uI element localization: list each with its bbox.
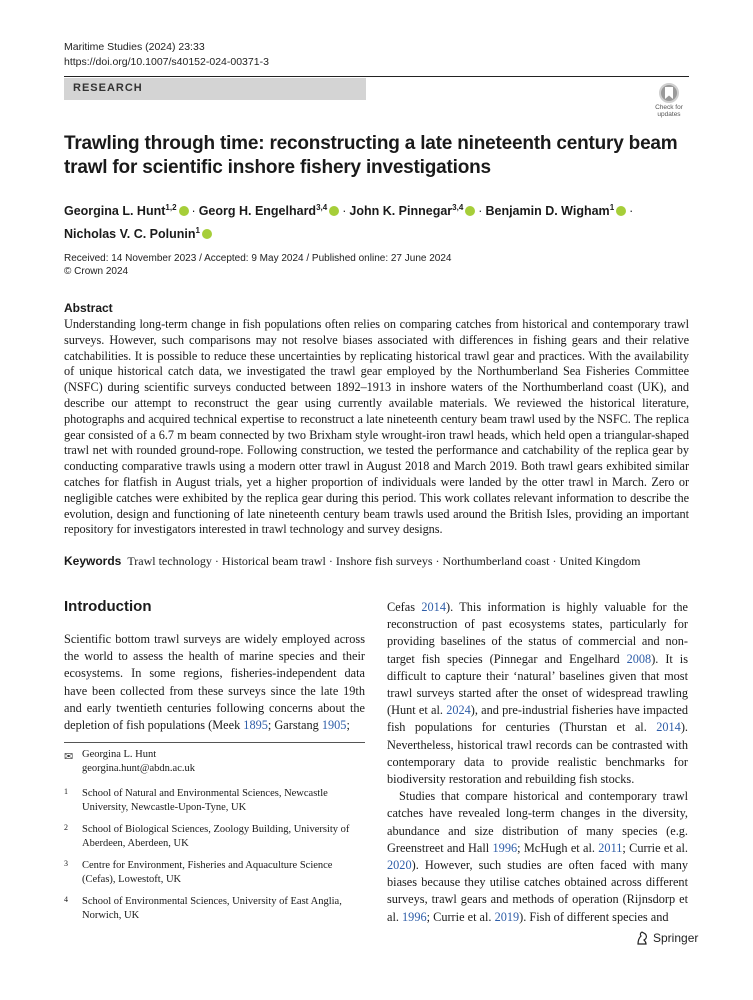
journal-line: Maritime Studies (2024) 23:33	[64, 41, 205, 53]
affiliation-number: 3	[64, 859, 68, 868]
springer-horse-icon	[635, 931, 649, 945]
envelope-icon: ✉	[64, 751, 74, 763]
abstract-text: Understanding long-term change in fish populations often relies on comparing catches from historical and contemporary trawl surveys. However, such comparisons may not resolve biases associated with differences in fishing gears and their relative catchabilities. It is possible to reduce these uncertainties by replicating historical trawl gear and practices. With the availability of unique historical catch data, we investigated the trawl gear employed by the Northumberland Sea Fisheries Committee (NSFC) during scientific surveys conducted between 1892–1913 in inshore waters of the Northumberland coast (UK), and describe our attempt to reconstruct the gear using currently available materials. We reviewed the historical literature, photographs and acquired technical expertise to reconstruct a late nineteenth century beam trawl used by the NSFC. The replica gear consisted of a 6.7 m beam connected by two Brixham style wrought-iron trawl heads, which held open a triangular-shaped trawl net with rounded ground-rope. Following construction, we tested the performance and catchability of the replica gear by conducting comparative trawls using a modern otter trawl in August 2018 and March 2019. Both trawl gears exhibited similar catches for flatfish in August trials, yet a higher proportion of individuals were landed by the otter trawl in March. Zero or negligible catches were exhibited by the replica gear during this period. This work collates relevant information to describe the evolution, design and functioning of late nineteenth century beam trawls used around the British Isles, providing an important repository for investigators interested in trawl technology and survey designs.	[64, 317, 689, 537]
affiliation-text: School of Natural and Environmental Sciences, Newcastle University, Newcastle-Upon-Tyne, UK	[82, 788, 328, 813]
journal-citation	[64, 40, 269, 70]
intro-paragraph-left: Scientific bottom trawl surveys are widely employed across the world to assess the health of marine species and their ecosystems. In some regions, fisheries-independent data have been collected from these surveys since the late 19th and early twentieth centuries following concerns about the depletion of fish populations (Meek 1895; Garstang 1905;	[64, 632, 365, 733]
author-separator: ·	[629, 204, 634, 218]
affiliation	[64, 823, 365, 851]
author-separator: ·	[342, 204, 347, 218]
keywords-list: Trawl technology · Historical beam trawl · Inshore fish surveys · Northumberland coast · United Kingdom	[127, 554, 641, 568]
author-separator: ·	[191, 204, 196, 218]
reference-link[interactable]: 2014	[656, 720, 681, 735]
affiliation	[64, 859, 365, 887]
article-title: Trawling through time: reconstructing a late nineteenth century beam trawl for scientific inshore fishery investigations	[64, 133, 678, 178]
affiliation	[64, 895, 365, 923]
author-name: John K. Pinnegar	[349, 204, 453, 218]
author[interactable]	[64, 204, 189, 218]
abstract-heading: Abstract	[64, 301, 113, 315]
reference-link[interactable]: 1996	[492, 840, 518, 855]
orcid-icon[interactable]	[465, 206, 475, 216]
author-affiliation-marker: 3,4	[316, 203, 328, 212]
publication-history: Received: 14 November 2023 / Accepted: 9 May 2024 / Published online: 27 June 2024	[64, 253, 452, 264]
author-name: Georg H. Engelhard	[198, 204, 317, 218]
reference-link[interactable]: 2019	[494, 909, 520, 924]
keywords-heading: Keywords	[64, 554, 122, 568]
keywords	[64, 554, 689, 569]
author-affiliation-marker: 1	[609, 203, 615, 212]
author[interactable]	[199, 204, 340, 218]
author-affiliation-marker: 1	[195, 226, 200, 235]
author[interactable]	[485, 204, 626, 218]
orcid-icon[interactable]	[179, 206, 189, 216]
introduction-heading: Introduction	[64, 598, 152, 615]
author-separator: ·	[478, 204, 483, 218]
intro-paragraph-right-2: Studies that compare historical and contemporary trawl catches have revealed long-term changes in the diversity, abundance and size distribution of many species (e.g. Greenstreet and Hall 1996; McHugh et al. 2011; Currie et al. 2020). However, such studies are often faced with many biases because they utilise catches obtained across different surveys, trawl gears and methods of operation (Rijnsdorp et al. 1996; Currie et al. 2019). Fish of different species and	[387, 789, 688, 924]
publisher-name: Springer	[653, 931, 699, 945]
orcid-icon[interactable]	[202, 229, 212, 239]
contact-email[interactable]: georgina.hunt@abdn.ac.uk	[82, 763, 195, 774]
bookmark-icon	[659, 83, 679, 103]
affiliation	[64, 787, 365, 815]
affiliation-number: 2	[64, 823, 68, 832]
affiliation-list	[64, 787, 365, 931]
reference-link[interactable]: 2014	[421, 600, 446, 614]
reference-link[interactable]: 2011	[598, 840, 623, 855]
contact-name: Georgina L. Hunt	[82, 749, 157, 760]
intro-paragraph-right-1: Cefas 2014). This information is highly valuable for the reconstruction of past ecosystems states, particularly for providing baselines of the status of commercial and non-target fish species (Pinnegar and Engelhard 2008). It is difficult to capture their ‘natural’ baselines given that most trawl surveys started after the onset of widespread trawling (Hunt et al. 2024), and pre-industrial fisheries have impacted fish populations for centuries (Thurstan et al. 2014). Nevertheless, historical trawl records can be contrasted with contemporary data to provide realistic benchmarks for biodiversity restoration and rebuilding fish stocks.	[387, 600, 689, 787]
author-affiliation-marker: 3,4	[452, 203, 464, 212]
section-label: RESEARCH	[64, 78, 366, 100]
reference-link[interactable]: 1996	[402, 909, 427, 924]
reference-link[interactable]: 1905	[321, 718, 347, 733]
publisher-logo	[635, 931, 698, 945]
article-dates	[64, 252, 451, 278]
author-name: Benjamin D. Wigham	[485, 204, 610, 218]
doi-link[interactable]: https://doi.org/10.1007/s40152-024-00371-3	[64, 56, 269, 68]
affiliation-text: Centre for Environment, Fisheries and Aquaculture Science (Cefas), Lowestoft, UK	[82, 860, 333, 885]
orcid-icon[interactable]	[616, 206, 626, 216]
copyright: © Crown 2024	[64, 266, 129, 277]
author-list	[64, 198, 684, 244]
author-affiliation-marker: 1,2	[165, 203, 177, 212]
author[interactable]	[349, 204, 475, 218]
check-for-updates-badge[interactable]	[650, 83, 688, 121]
affiliation-text: School of Environmental Sciences, University of East Anglia, Norwich, UK	[82, 896, 342, 921]
intro-right-column	[387, 599, 688, 926]
author-name: Georgina L. Hunt	[64, 204, 166, 218]
reference-link[interactable]: 2020	[387, 858, 412, 873]
reference-link[interactable]: 1895	[243, 718, 268, 733]
corresponding-author	[64, 748, 365, 776]
affiliation-text: School of Biological Sciences, Zoology Building, University of Aberdeen, Aberdeen, UK	[82, 824, 350, 849]
affiliation-number: 1	[64, 787, 68, 796]
affiliation-number: 4	[64, 895, 68, 904]
reference-link[interactable]: 2024	[446, 703, 471, 718]
author-name: Nicholas V. C. Polunin	[64, 227, 196, 241]
reference-link[interactable]: 2008	[626, 651, 652, 666]
header-rule	[64, 76, 689, 77]
check-updates-label: Check for updates	[655, 104, 683, 118]
orcid-icon[interactable]	[329, 206, 339, 216]
author[interactable]	[64, 227, 212, 241]
footnote-rule	[64, 742, 365, 743]
